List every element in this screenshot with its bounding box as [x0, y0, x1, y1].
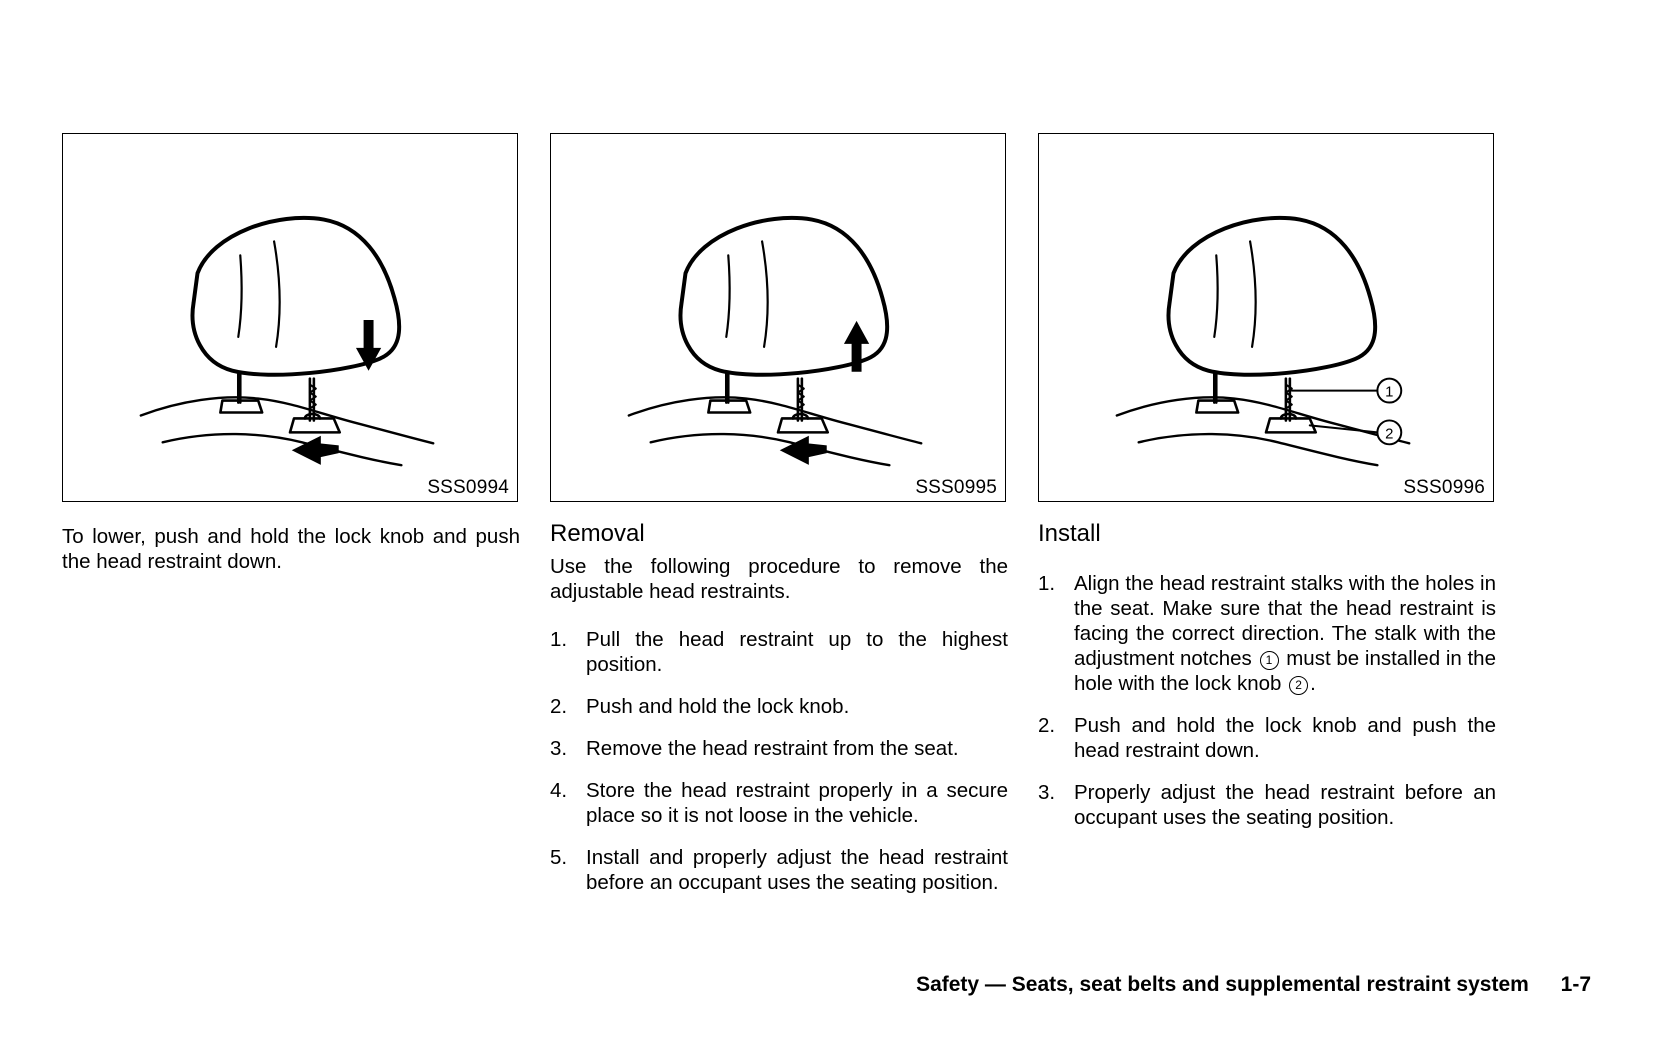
install-heading: Install: [1038, 520, 1101, 547]
list-item: [1038, 571, 1496, 696]
step-text: Push and hold the lock knob.: [586, 695, 850, 718]
step-text: Store the head restraint properly in a secure place so it is not loose in the vehicle.: [586, 779, 1008, 827]
figure-code: SSS0994: [427, 477, 509, 498]
callout-ref-1: 1: [1260, 651, 1279, 670]
removal-steps: [550, 610, 1008, 895]
list-item: [1038, 713, 1496, 763]
step-text: Pull the head restraint up to the highest position.: [586, 628, 1008, 676]
step-number: 5.: [550, 846, 568, 869]
figure-code: SSS0995: [915, 477, 997, 498]
step-text: Install and properly adjust the head restraint before an occupant uses the seating position.: [586, 846, 1008, 894]
footer-title: Safety — Seats, seat belts and supplemental restraint system: [916, 973, 1529, 996]
removal-heading: Removal: [550, 520, 645, 547]
figure-head-restraint-removal: [550, 133, 1006, 502]
step-number: 1.: [1038, 572, 1056, 595]
step-text: Push and hold the lock knob and push the head restraint down.: [1074, 714, 1496, 762]
step-number: 1.: [550, 628, 568, 651]
list-item: [550, 778, 1008, 828]
page-number: 1-7: [1560, 973, 1591, 996]
step-number: 2.: [550, 695, 568, 718]
callout-ref-2: 2: [1289, 676, 1308, 695]
step-text-part1: Align the head restraint stalks with the holes in the seat. Make sure that the head restraint is facing the correct direction. The stalk with the adjustment notches: [1074, 572, 1496, 670]
list-item: [1038, 780, 1496, 830]
step-text: Remove the head restraint from the seat.: [586, 737, 959, 760]
figure-head-restraint-lower: [62, 133, 518, 502]
step-number: 4.: [550, 779, 568, 802]
head-restraint-removal-illustration: [551, 134, 1005, 501]
step-text-part3: .: [1310, 672, 1316, 695]
list-item: [550, 736, 1008, 761]
figure-head-restraint-install: [1038, 133, 1494, 502]
column-removal: [550, 133, 1008, 895]
figure-code: SSS0996: [1403, 477, 1485, 498]
list-item: [550, 694, 1008, 719]
step-text: [1074, 571, 1496, 696]
content-columns: [62, 133, 1574, 895]
callout-1: [1377, 379, 1401, 403]
callout-2: [1377, 420, 1401, 444]
head-restraint-install-illustration: [1039, 134, 1493, 501]
column-install: [1038, 133, 1496, 895]
step-number: 3.: [550, 737, 568, 760]
list-item: [550, 845, 1008, 895]
step-text: Properly adjust the head restraint before an occupant uses the seating position.: [1074, 781, 1496, 829]
removal-intro: Use the following procedure to remove the adjustable head restraints.: [550, 555, 1008, 603]
step-number: 2.: [1038, 714, 1056, 737]
install-steps: [1038, 554, 1496, 830]
step-number: 3.: [1038, 781, 1056, 804]
list-item: [550, 627, 1008, 677]
svg-text:2: 2: [1385, 426, 1394, 443]
lower-instruction-text: To lower, push and hold the lock knob and push the head restraint down.: [62, 525, 520, 573]
step-text-part2: must be installed in the hole with the lock knob: [1074, 647, 1496, 695]
svg-text:1: 1: [1385, 384, 1394, 401]
column-lower: [62, 133, 520, 895]
page-footer: [916, 973, 1591, 997]
head-restraint-lower-illustration: [63, 134, 517, 501]
